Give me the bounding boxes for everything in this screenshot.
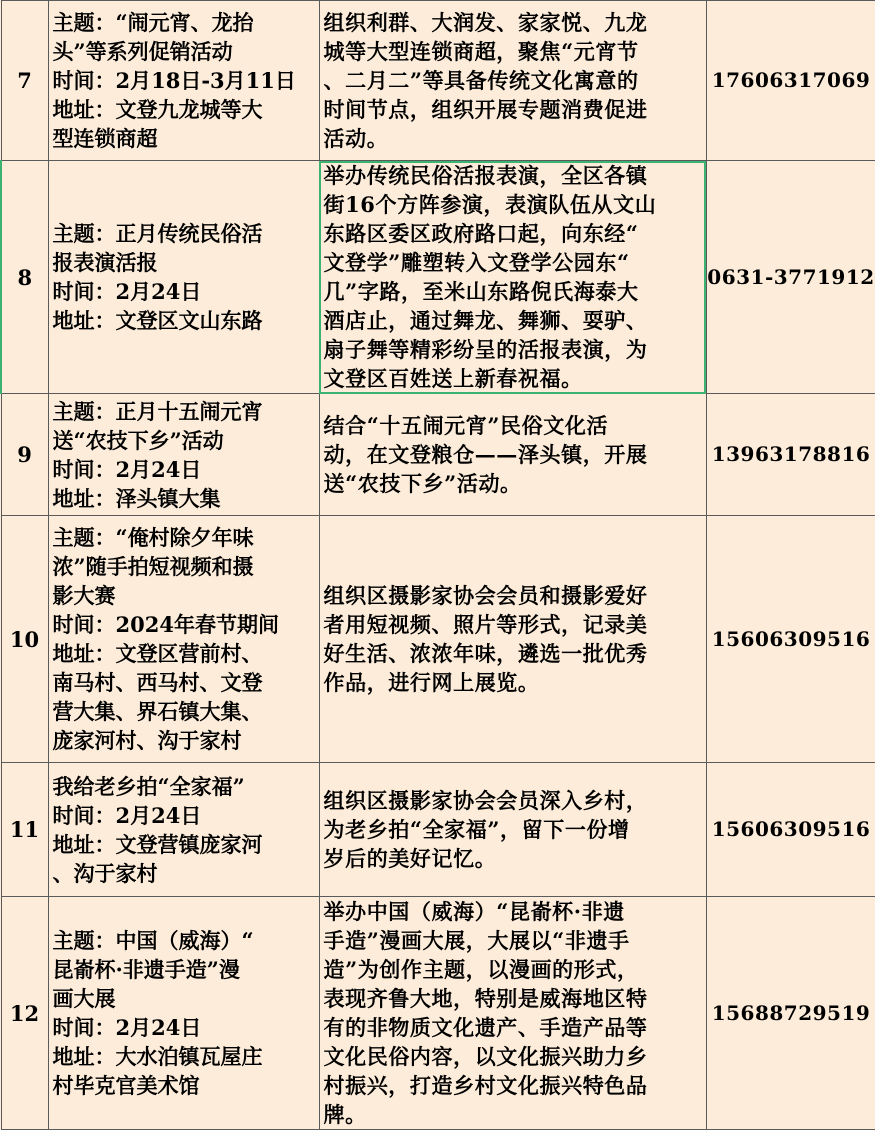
table-row [1, 516, 875, 763]
table-row [1, 394, 875, 516]
description-line: 者用短视频、照片等形式，记录美 [323, 612, 648, 637]
event-info-cell[interactable] [48, 394, 319, 516]
description-line: 为老乡拍“全家福”，留下一份增 [323, 817, 630, 842]
description-line: 动，在文登粮仓——泽头镇，开展 [323, 442, 648, 467]
description-cell[interactable] [319, 763, 706, 897]
event-info-line: 主题：正月传统民俗活 [52, 221, 263, 246]
contact-phone-cell[interactable]: 15606309516 [706, 516, 875, 763]
row-number[interactable]: 8 [1, 161, 48, 394]
event-info-line: 我给老乡拍“全家福” [52, 773, 245, 799]
row-number[interactable]: 10 [1, 516, 48, 763]
event-info-line: 影大赛 [52, 583, 116, 608]
description-line: 手造”漫画大展，大展以“非遗手 [323, 928, 630, 953]
event-info-line: 地址：文登区营前村、 [52, 641, 263, 666]
event-info-line: 时间：2月24日 [52, 1015, 202, 1040]
event-info-line: 时间：2月18日-3月11日 [52, 68, 296, 93]
event-info-line: 、沟于家村 [52, 860, 158, 886]
event-info-line: 头”等系列促销活动 [52, 39, 233, 64]
description-line: 岁后的美好记忆。 [323, 846, 497, 871]
event-info-line: 主题：正月十五闹元宵 [52, 398, 263, 424]
description-line: 组织区摄影家协会会员深入乡村， [323, 788, 648, 813]
description-line: 有的非物质文化遗产、手造产品等 [323, 1015, 648, 1040]
table-row [1, 1, 875, 161]
description-line: 组织区摄影家协会会员和摄影爱好 [323, 583, 648, 608]
description-line: 时间节点，组织开展专题消费促进 [323, 97, 648, 122]
event-info-line: 南马村、西马村、文登 [52, 670, 263, 695]
description-cell[interactable] [319, 1, 706, 161]
description-line: 举办中国（威海）“昆嵛杯·非遗 [323, 899, 625, 924]
table-row [1, 161, 875, 394]
event-info-line: 庞家河村、沟于家村 [52, 728, 242, 753]
description-line: 举办传统民俗活报表演，全区各镇 [323, 163, 648, 188]
event-info-cell[interactable] [48, 1, 319, 161]
event-info-line: 送“农技下乡”活动 [52, 427, 224, 453]
description-line: 城等大型连锁商超，聚焦“元宵节 [323, 39, 639, 64]
event-info-line: 时间：2月24日 [52, 279, 202, 304]
table-row [1, 763, 875, 897]
event-info-line: 时间：2月24日 [52, 456, 202, 482]
description-line: 活动。 [323, 126, 389, 151]
event-info-line: 地址：文登区文山东路 [52, 308, 263, 333]
description-cell[interactable] [319, 516, 706, 763]
event-info-line: 营大集、界石镇大集、 [52, 699, 263, 724]
row-number[interactable]: 7 [1, 1, 48, 161]
event-info-line: 主题：中国（威海）“ [52, 928, 254, 953]
description-cell[interactable] [319, 897, 706, 1130]
table-row [1, 897, 875, 1130]
contact-phone-cell[interactable]: 0631-3771912 [706, 161, 875, 394]
event-info-line: 地址：文登九龙城等大 [52, 97, 263, 122]
description-line: 、二月二”等具备传统文化寓意的 [323, 68, 639, 93]
event-info-line: 报表演活报 [52, 250, 158, 275]
description-line: 几”字路，至米山东路倪氏海泰大 [323, 279, 639, 304]
contact-phone-cell[interactable]: 17606317069 [706, 1, 875, 161]
description-line: 文登学”雕塑转入文登学公园东“ [323, 250, 630, 275]
event-info-line: 主题：“闹元宵、龙抬 [52, 10, 254, 35]
description-line: 扇子舞等精彩纷呈的活报表演，为 [323, 337, 648, 362]
event-info-cell[interactable] [48, 897, 319, 1130]
description-line: 村振兴，打造乡村文化振兴特色品 [323, 1073, 648, 1098]
event-info-cell[interactable] [48, 763, 319, 897]
description-cell[interactable] [319, 394, 706, 516]
event-info-cell[interactable] [48, 161, 319, 394]
description-line: 文登区百姓送上新春祝福。 [323, 366, 583, 391]
row-number[interactable]: 11 [1, 763, 48, 897]
description-line: 结合“十五闹元宵”民俗文化活 [323, 413, 609, 438]
contact-phone-cell[interactable]: 15606309516 [706, 763, 875, 897]
description-line: 街16个方阵参演，表演队伍从文山 [323, 192, 657, 217]
row-number[interactable]: 9 [1, 394, 48, 516]
event-info-line: 地址：泽头镇大集 [52, 485, 221, 511]
event-info-line: 画大展 [52, 986, 116, 1011]
description-line: 文化民俗内容，以文化振兴助力乡 [323, 1044, 648, 1069]
event-info-line: 浓”随手拍短视频和摄 [52, 554, 254, 579]
event-info-cell[interactable] [48, 516, 319, 763]
event-info-line: 地址：大水泊镇瓦屋庄 [52, 1044, 263, 1069]
description-line: 好生活、浓浓年味，遴选一批优秀 [323, 641, 648, 666]
description-line: 组织利群、大润发、家家悦、九龙 [323, 10, 648, 35]
description-line: 送“农技下乡”活动。 [323, 471, 522, 496]
event-info-line: 地址：文登营镇庞家河 [52, 831, 263, 857]
description-line: 造”为创作主题，以漫画的形式， [323, 957, 639, 982]
event-info-line: 主题：“俺村除夕年味 [52, 525, 254, 550]
description-line: 牌。 [323, 1102, 367, 1127]
event-info-line: 村毕克官美术馆 [52, 1073, 200, 1098]
event-info-line: 时间：2024年春节期间 [52, 612, 279, 637]
event-info-line: 时间：2月24日 [52, 802, 202, 828]
description-cell-selected[interactable] [319, 161, 706, 394]
description-line: 东路区委区政府路口起，向东经“ [323, 221, 639, 246]
contact-phone-cell[interactable]: 13963178816 [706, 394, 875, 516]
event-info-line: 型连锁商超 [52, 126, 158, 151]
event-info-line: 昆嵛杯·非遗手造”漫 [52, 957, 240, 982]
description-line: 酒店止，通过舞龙、舞狮、耍驴、 [323, 308, 648, 333]
description-line: 作品，进行网上展览。 [323, 670, 540, 695]
description-line: 表现齐鲁大地，特别是威海地区特 [323, 986, 648, 1011]
row-number[interactable]: 12 [1, 897, 48, 1130]
contact-phone-cell[interactable]: 15688729519 [706, 897, 875, 1130]
